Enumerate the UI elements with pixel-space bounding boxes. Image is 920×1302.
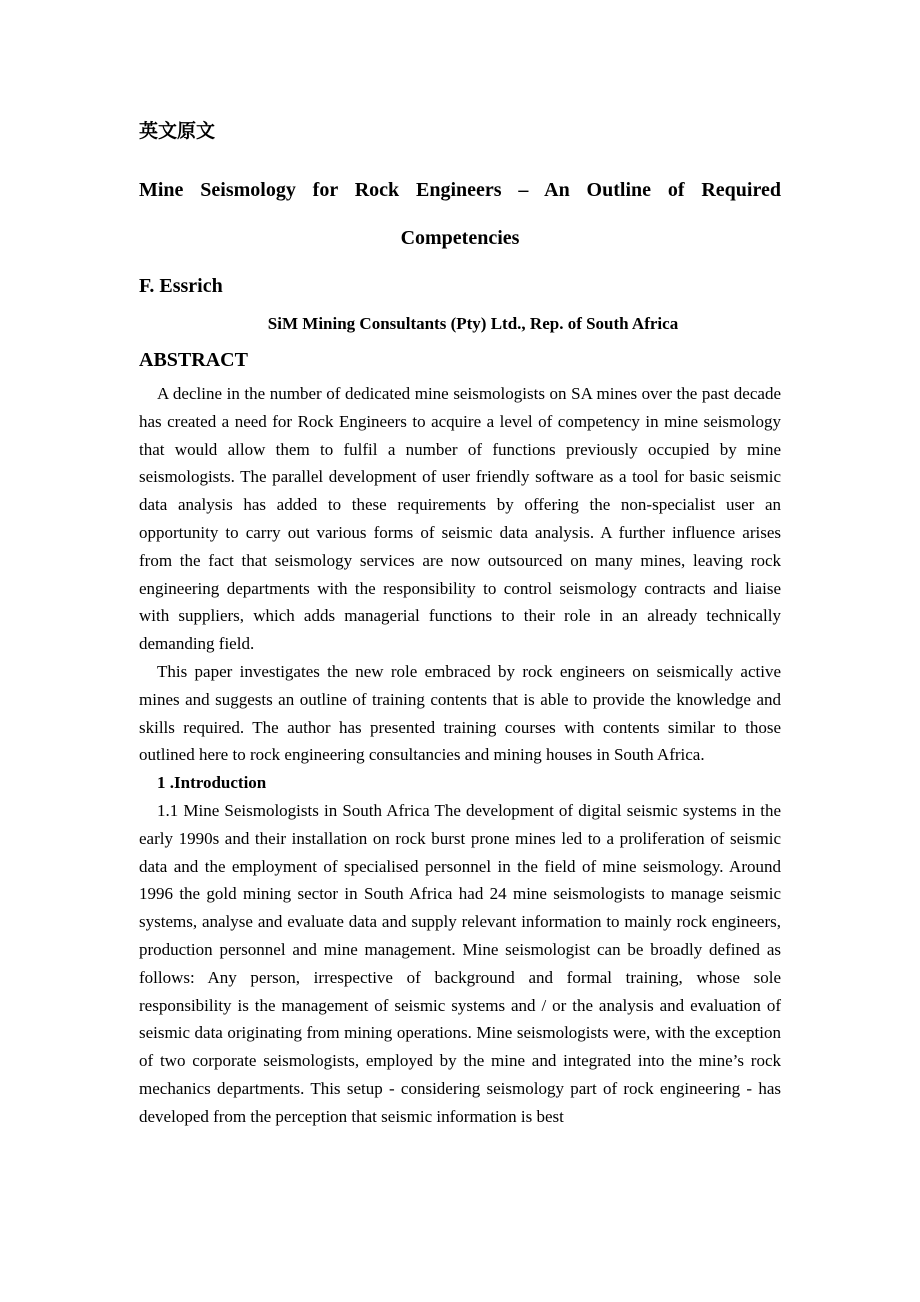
paper-title-line-2: Competencies	[400, 227, 520, 249]
abstract-heading: ABSTRACT	[139, 349, 248, 371]
abstract-paragraph-1: A decline in the number of dedicated mine seismologists on SA mines over the past decade has created a need for Rock Engineers to acquire a level of competency in mine seismology that would allow them to fulfil a number of functions previously occupied by mine seismologists. The parallel development of user friendly software as a tool for basic seismic data analysis has added to these requirements by offering the non-specialist user an opportunity to carry out various forms of seismic data analysis. A further influence arises from the fact that seismology services are now outsourced on many mines, leaving rock engineering departments with the responsibility to control seismology contracts and liaise with suppliers, which adds managerial functions to their role in an already technically demanding field.	[139, 384, 781, 654]
chinese-heading: 英文原文	[139, 120, 216, 142]
paper-title-line-1: Mine Seismology for Rock Engineers – An Outline of Required	[139, 179, 781, 201]
introduction-paragraph-1: 1.1 Mine Seismologists in South Africa The development of digital seismic systems in the early 1990s and their installation on rock burst prone mines led to a proliferation of seismic data and the employment of specialised personnel in the field of mine seismology. Around 1996 the gold mining sector in South Africa had 24 mine seismologists to manage seismic systems, analyse and evaluate data and supply relevant information to mainly rock engineers, production personnel and mine management. Mine seismologist can be broadly defined as follows: Any person, irrespective of background and formal training, whose sole responsibility is the management of seismic systems and / or the analysis and evaluation of seismic data originating from mining operations. Mine seismologists were, with the exception of two corporate seismologists, employed by the mine and integrated into the mine’s rock mechanics departments. This setup - considering seismology part of rock engineering - has developed from the perception that seismic information is best	[139, 800, 781, 1126]
author-affiliation: SiM Mining Consultants (Pty) Ltd., Rep. of South Africa	[267, 314, 679, 333]
abstract-paragraph-2: This paper investigates the new role embraced by rock engineers on seismically active mines and suggests an outline of training contents that is able to provide the knowledge and skills required. The author has presented training courses with contents similar to those outlined here to rock engineering consultancies and mining houses in South Africa.	[139, 661, 781, 765]
section-heading-introduction: 1 .Introduction	[157, 773, 267, 793]
author-name: F. Essrich	[139, 275, 223, 297]
document-page	[139, 118, 781, 1131]
